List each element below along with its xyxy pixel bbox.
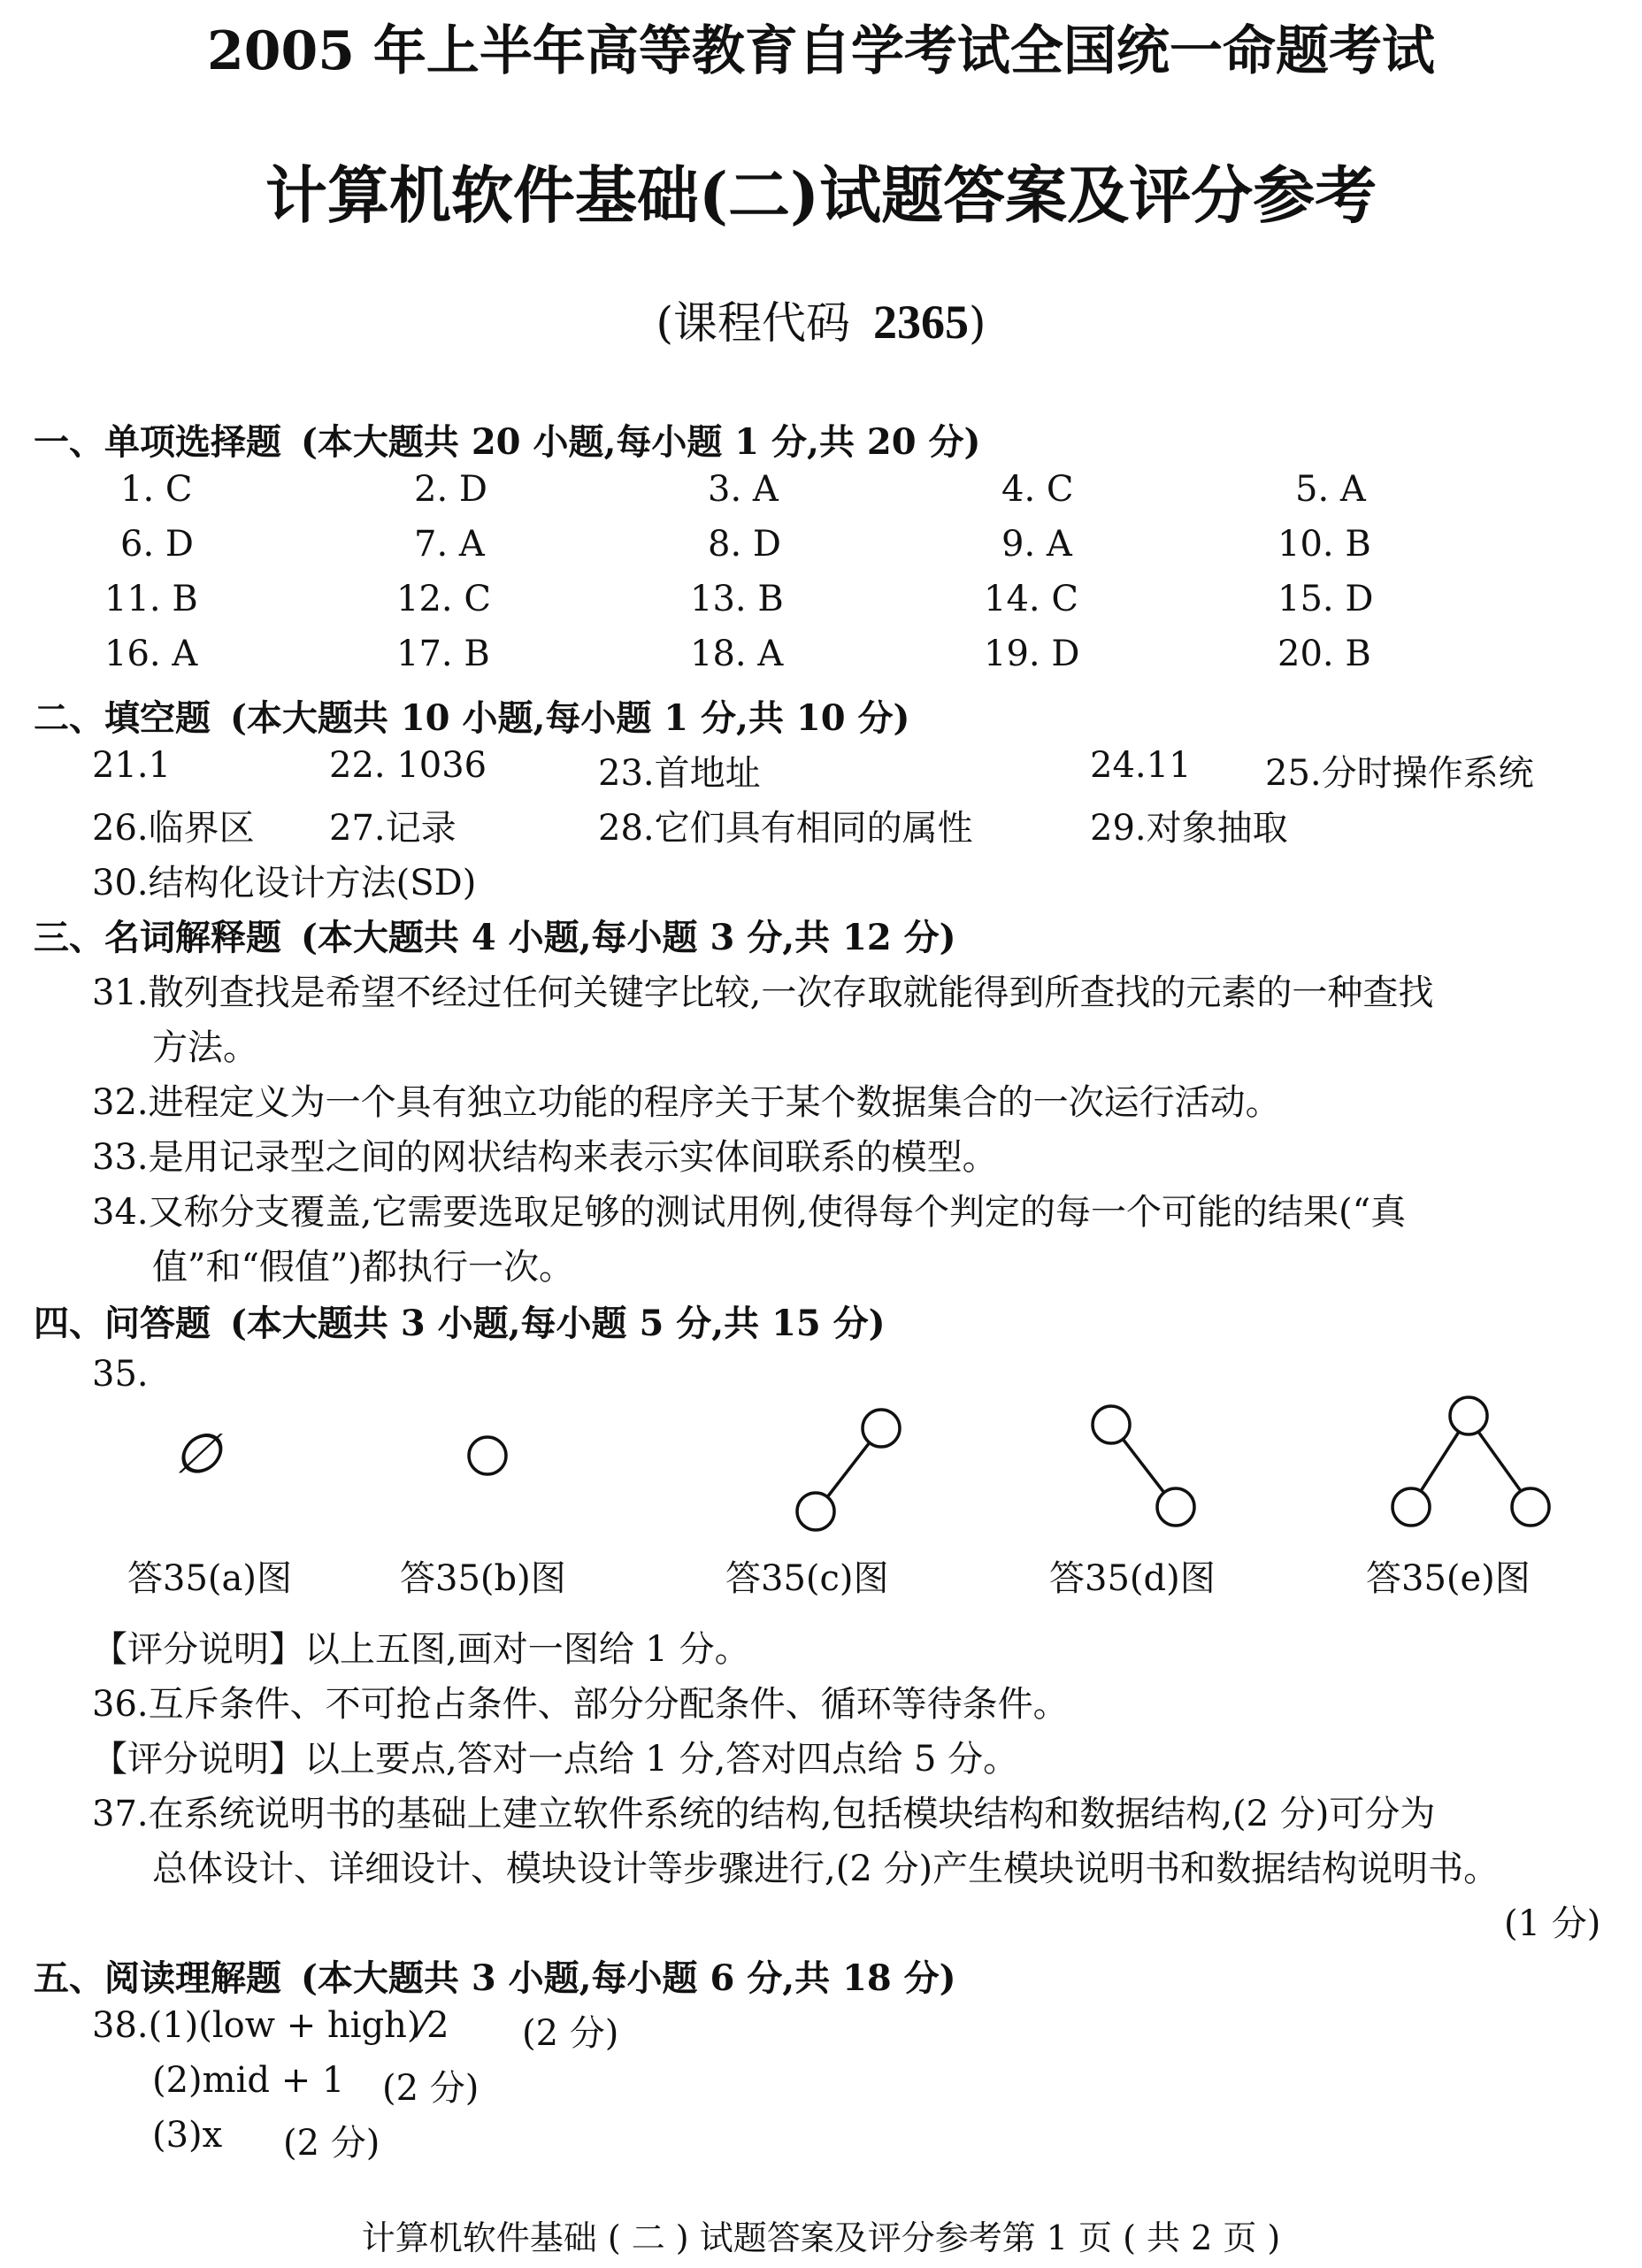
tree-e-root-node — [1450, 1397, 1487, 1434]
section-5-heading — [34, 1950, 956, 2001]
mc-answer: 12. C — [396, 579, 491, 619]
fill-answer-24: 24.11 — [1090, 745, 1192, 786]
mc-answer: 5. A — [1295, 469, 1366, 510]
fill-answer-26: 26.临界区 — [92, 808, 255, 849]
fill-answer-25: 25.分时操作系统 — [1265, 753, 1534, 794]
mc-answer: 6. D — [120, 524, 194, 565]
mc-answer: 1. C — [120, 469, 193, 510]
diagram-caption-c: 答35(c)图 — [725, 1558, 889, 1599]
mc-answer: 3. A — [708, 469, 779, 510]
question-35-number: 35. — [92, 1354, 149, 1395]
scoring-note-35: 【评分说明】以上五图,画对一图给 1 分。 — [92, 1629, 750, 1670]
mc-answer: 4. C — [1001, 469, 1074, 510]
tree-c-edge — [827, 1442, 870, 1497]
answer-32: 32.进程定义为一个具有独立功能的程序关于某个数据集合的一次运行活动。 — [92, 1082, 1281, 1123]
answer-37-line-2: 总体设计、详细设计、模块设计等步骤进行,(2 分)产生模块说明书和数据结构说明书。 — [152, 1849, 1500, 1889]
tree-e-left-child-node — [1393, 1488, 1430, 1526]
diagram-caption-e: 答35(e)图 — [1366, 1558, 1531, 1599]
tree-d-root-node — [1093, 1406, 1130, 1443]
mc-answer: 19. D — [984, 634, 1080, 674]
answer-38-part-3-score: (2 分) — [283, 2123, 380, 2164]
empty-tree-symbol: ∅ — [173, 1421, 222, 1486]
mc-answer: 10. B — [1278, 524, 1371, 565]
mc-answer: 7. A — [414, 524, 485, 565]
tree-c-left-child-node — [797, 1493, 834, 1530]
answer-38-part-1: 38.(1)(low + high)⁄2 — [92, 2005, 449, 2046]
answer-34-line-2: 值”和“假值”)都执行一次。 — [152, 1247, 574, 1288]
fill-answer-29: 29.对象抽取 — [1090, 808, 1288, 849]
mc-answer: 9. A — [1001, 524, 1072, 565]
answer-38-part-2: (2)mid + 1 — [152, 2060, 345, 2101]
course-label: (课程代码 — [656, 297, 850, 349]
tree-d-edge — [1123, 1439, 1164, 1493]
fill-answer-23: 23.首地址 — [598, 753, 761, 794]
section-2-desc: (本大题共 10 小题,每小题 1 分,共 10 分) — [230, 697, 910, 739]
document-title: 计算机软件基础(二)试题答案及评分参考 — [265, 158, 1377, 232]
mc-answer: 18. A — [690, 634, 784, 674]
mc-answer: 15. D — [1278, 579, 1374, 619]
section-4-desc: (本大题共 3 小题,每小题 5 分,共 15 分) — [230, 1303, 886, 1344]
section-2-title: 二、填空题 — [34, 697, 211, 739]
mc-answer: 13. B — [690, 579, 784, 619]
mc-answer: 20. B — [1278, 634, 1371, 674]
section-5-title: 五、阅读理解题 — [34, 1957, 281, 1999]
tree-e-left-edge — [1421, 1432, 1459, 1491]
course-code: 2365 — [873, 296, 969, 349]
diagram-caption-b: 答35(b)图 — [400, 1558, 566, 1599]
tree-c-root-node — [863, 1410, 900, 1447]
answer-38-part-1-score: (2 分) — [522, 2013, 619, 2054]
tree-b-root-node — [469, 1437, 506, 1474]
tree-e-right-child-node — [1512, 1488, 1549, 1526]
answer-36: 36.互斥条件、不可抢占条件、部分分配条件、循环等待条件。 — [92, 1684, 1069, 1725]
section-3-desc: (本大题共 4 小题,每小题 3 分,共 12 分) — [301, 917, 956, 958]
answer-38-part-3: (3)x — [152, 2115, 223, 2156]
mc-answer: 16. A — [104, 634, 198, 674]
mc-answer: 11. B — [104, 579, 198, 619]
answer-33: 33.是用记录型之间的网状结构来表示实体间联系的模型。 — [92, 1137, 998, 1178]
answer-38-part-2-score: (2 分) — [382, 2068, 480, 2109]
answer-31-line-1: 31.散列查找是希望不经过任何关键字比较,一次存取就能得到所查找的元素的一种查找 — [92, 973, 1434, 1013]
scoring-note-36: 【评分说明】以上要点,答对一点给 1 分,答对四点给 5 分。 — [92, 1739, 1019, 1780]
mc-answer: 17. B — [396, 634, 490, 674]
fill-answer-28: 28.它们具有相同的属性 — [598, 808, 973, 849]
tree-e-right-edge — [1478, 1432, 1521, 1491]
exam-title: 2005 年上半年高等教育自学考试全国统一命题考试 — [207, 20, 1435, 82]
fill-answer-30: 30.结构化设计方法(SD) — [92, 863, 477, 903]
answer-37-score: (1 分) — [1504, 1903, 1601, 1944]
course-close: ) — [969, 297, 986, 349]
mc-answer: 8. D — [708, 524, 781, 565]
diagram-caption-a: 答35(a)图 — [127, 1558, 292, 1599]
fill-answer-27: 27.记录 — [329, 808, 457, 849]
page-footer: 计算机软件基础 ( 二 ) 试题答案及评分参考第 1 页 ( 共 2 页 ) — [361, 2218, 1281, 2257]
section-3-title: 三、名词解释题 — [34, 917, 281, 958]
answer-31-line-2: 方法。 — [152, 1027, 258, 1068]
fill-answer-21: 21.1 — [92, 745, 172, 786]
fill-answer-22: 22. 1036 — [329, 745, 487, 786]
section-5-desc: (本大题共 3 小题,每小题 6 分,共 18 分) — [301, 1957, 956, 1999]
mc-answer: 14. C — [984, 579, 1078, 619]
answer-34-line-1: 34.又称分支覆盖,它需要选取足够的测试用例,使得每个判定的每一个可能的结果(“真 — [92, 1192, 1407, 1233]
section-1-desc: (本大题共 20 小题,每小题 1 分,共 20 分) — [301, 421, 981, 463]
diagram-caption-d: 答35(d)图 — [1049, 1558, 1216, 1599]
tree-d-right-child-node — [1157, 1488, 1194, 1526]
mc-answer: 2. D — [414, 469, 487, 510]
section-4-title: 四、问答题 — [34, 1303, 211, 1344]
section-1-title: 一、单项选择题 — [34, 421, 281, 463]
answer-37-line-1: 37.在系统说明书的基础上建立软件系统的结构,包括模块结构和数据结构,(2 分)可分为 — [92, 1794, 1436, 1834]
